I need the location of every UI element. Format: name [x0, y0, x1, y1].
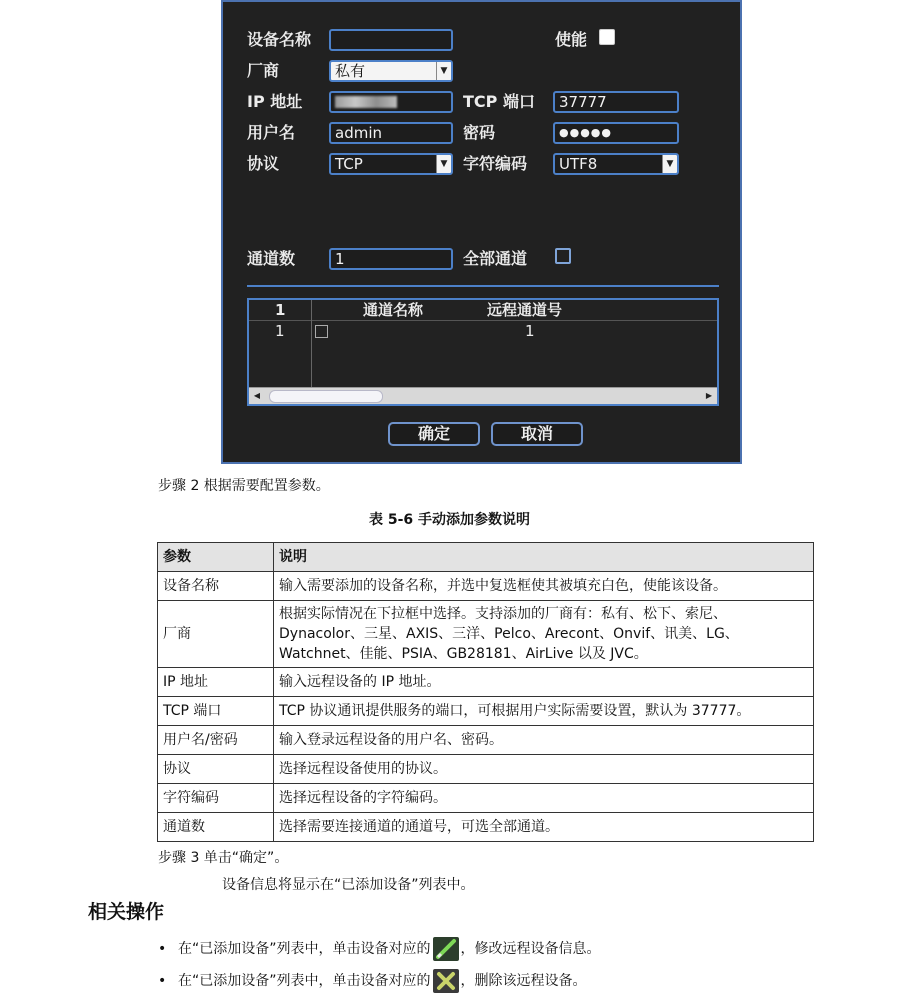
table-row [158, 697, 814, 726]
table-row [158, 784, 814, 813]
password-label: 密码 [463, 123, 496, 142]
grid-header-name[interactable]: 通道名称 [363, 301, 424, 319]
protocol-select[interactable] [329, 153, 453, 175]
scroll-right-icon[interactable]: ▶ [705, 391, 713, 400]
desc-cell: 输入需要添加的设备名称，并选中复选框使其被填充白色，使能该设备。 [274, 572, 814, 601]
blurred-ip-value [335, 96, 397, 108]
horizontal-scrollbar[interactable] [249, 387, 717, 404]
tcp-port-label: TCP 端口 [463, 92, 535, 111]
params-table [157, 542, 814, 842]
encoding-select[interactable] [553, 153, 679, 175]
table-row [158, 755, 814, 784]
desc-cell: 选择需要连接通道的通道号，可选全部通道。 [274, 813, 814, 842]
grid-row-remote: 1 [525, 322, 535, 340]
desc-cell: 输入远程设备的 IP 地址。 [274, 668, 814, 697]
table-header-desc: 说明 [274, 543, 814, 572]
table-header-param: 参数 [158, 543, 274, 572]
tcp-port-input[interactable]: 37777 [553, 91, 679, 113]
table-row [158, 601, 814, 668]
channel-count-input[interactable]: 1 [329, 248, 453, 270]
scroll-left-icon[interactable]: ◀ [253, 391, 261, 400]
bullet-delete-text-post: ，删除该远程设备。 [460, 973, 587, 989]
param-cell: TCP 端口 [158, 697, 274, 726]
table-row [158, 668, 814, 697]
scroll-thumb[interactable] [269, 390, 383, 403]
param-cell: 字符编码 [158, 784, 274, 813]
bullet-delete-text-pre: 在“已添加设备”列表中，单击设备对应的 [178, 973, 431, 989]
desc-cell: 输入登录远程设备的用户名、密码。 [274, 726, 814, 755]
desc-cell: TCP 协议通讯提供服务的端口，可根据用户实际需要设置，默认为 37777。 [274, 697, 814, 726]
chevron-down-icon[interactable]: ▼ [662, 155, 677, 173]
param-cell: IP 地址 [158, 668, 274, 697]
password-input[interactable]: ●●●●● [553, 122, 679, 144]
table-row [158, 813, 814, 842]
step-3-text: 步骤 3 单击“确定”。 [158, 850, 289, 866]
device-name-input[interactable] [329, 29, 453, 51]
grid-column-divider [311, 300, 312, 390]
table-header-row [158, 543, 814, 572]
bullet-delete [158, 969, 587, 993]
grid-header-index: 1 [275, 301, 286, 319]
bullet-edit [158, 937, 601, 961]
device-name-label: 设备名称 [247, 30, 312, 49]
step-3-note: 设备信息将显示在“已添加设备”列表中。 [222, 877, 475, 893]
vendor-value: 私有 [335, 62, 366, 80]
vendor-label: 厂商 [247, 61, 280, 80]
add-device-dialog [221, 0, 742, 464]
bullet-edit-text-post: ，修改远程设备信息。 [460, 941, 601, 957]
protocol-value: TCP [335, 155, 363, 173]
grid-row-checkbox[interactable] [315, 325, 328, 338]
desc-cell: 选择远程设备使用的协议。 [274, 755, 814, 784]
ok-button[interactable]: 确定 [388, 422, 480, 446]
all-channels-label: 全部通道 [463, 249, 528, 268]
enable-label: 使能 [555, 30, 588, 49]
table-row [158, 572, 814, 601]
related-operations-heading: 相关操作 [88, 901, 165, 923]
channel-count-label: 通道数 [247, 249, 296, 268]
all-channels-checkbox[interactable] [555, 248, 571, 264]
encoding-label: 字符编码 [463, 154, 528, 173]
encoding-value: UTF8 [559, 155, 598, 173]
desc-cell: 根据实际情况在下拉框中选择。支持添加的厂商有：私有、松下、索尼、Dynacolor、三星、AXIS、三洋、Pelco、Arecont、Onvif、讯美、LG、Watchnet、佳能、PSIA、GB28181、AirLive 以及 JVC。 [274, 601, 814, 668]
enable-checkbox[interactable] [599, 29, 615, 45]
param-cell: 通道数 [158, 813, 274, 842]
ip-input[interactable] [329, 91, 453, 113]
channel-grid [247, 298, 719, 406]
param-cell: 厂商 [158, 601, 274, 668]
ip-label: IP 地址 [247, 92, 303, 111]
cancel-button[interactable]: 取消 [491, 422, 583, 446]
username-input[interactable]: admin [329, 122, 453, 144]
delete-x-icon [433, 969, 459, 993]
edit-pencil-icon [433, 937, 459, 961]
grid-header [249, 300, 717, 321]
vendor-select[interactable] [329, 60, 453, 82]
grid-row-index: 1 [275, 322, 285, 340]
param-cell: 设备名称 [158, 572, 274, 601]
grid-header-remote[interactable]: 远程通道号 [487, 301, 563, 319]
bullet-mark: • [158, 941, 167, 957]
desc-cell: 选择远程设备的字符编码。 [274, 784, 814, 813]
chevron-down-icon[interactable]: ▼ [436, 155, 451, 173]
step-2-text: 步骤 2 根据需要配置参数。 [158, 478, 330, 494]
bullet-edit-text-pre: 在“已添加设备”列表中，单击设备对应的 [178, 941, 431, 957]
param-cell: 用户名/密码 [158, 726, 274, 755]
param-cell: 协议 [158, 755, 274, 784]
table-row [158, 726, 814, 755]
bullet-mark: • [158, 973, 167, 989]
table-caption: 表 5-6 手动添加参数说明 [368, 512, 531, 528]
divider [247, 285, 719, 287]
chevron-down-icon[interactable]: ▼ [436, 62, 451, 80]
username-label: 用户名 [247, 123, 296, 142]
protocol-label: 协议 [247, 154, 280, 173]
